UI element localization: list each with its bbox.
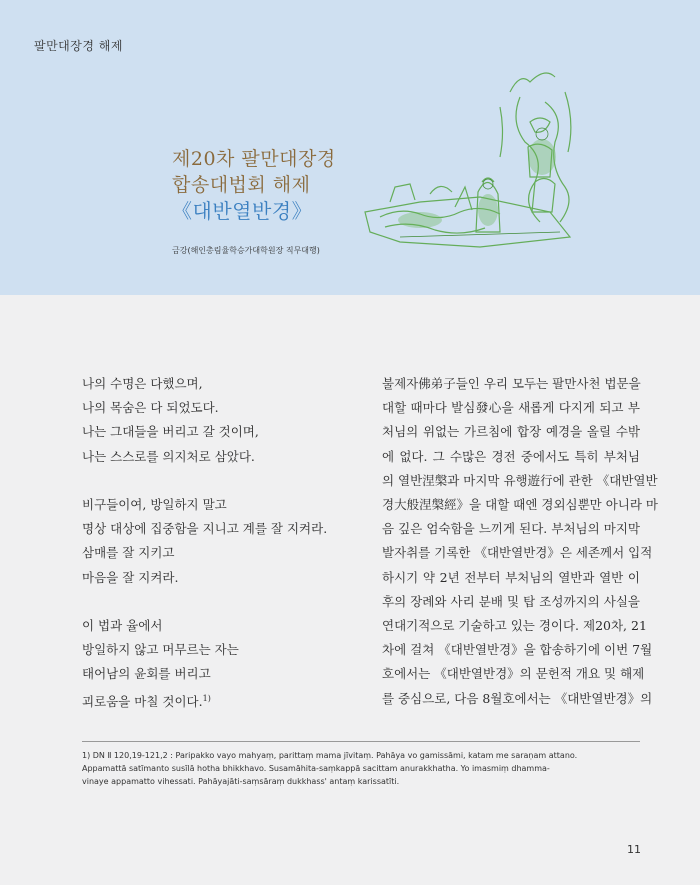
body-line: 음 깊은 엄숙함을 느끼게 된다. 부처님의 마지막 [382,521,640,537]
verse-line: 비구들이여, 방일하지 말고 [82,497,227,512]
verse-line: 나의 목숨은 다 되었도다. [82,400,219,416]
body-line: 에 없다. 그 수많은 경전 중에서도 특히 부처님 [382,448,640,464]
verse-column [82,372,342,738]
footnote [82,749,642,788]
body-line: 호에서는 《대반열반경》의 문헌적 개요 및 해제 [382,666,645,682]
body-line: 처님의 위없는 가르침에 합장 예경을 올릴 수밖 [382,424,640,440]
running-head: 팔만대장경 해제 [34,39,123,53]
verse-line: 명상 대상에 집중함을 지니고 계를 잘 지켜라. [82,521,328,537]
verse-line: 방일하지 않고 머무르는 자는 [82,642,239,658]
verse-line [82,687,342,714]
footnote-line: vinaye appamatto vihessati. Pahāyajāti-saṃsāraṃ dukkhass' antaṃ karissatīti. [82,777,400,786]
verse-line: 나는 스스로를 의지처로 삼았다. [82,448,255,464]
buddha-illustration [360,62,580,252]
verse-stanza-1 [82,372,342,469]
footnote-line: 1) DN Ⅱ 120,19-121,2 : Paripakko vayo mahyaṃ, parittaṃ mama jīvitaṃ. Pahāya vo gamissāmi, katam me saraṇam attano. [82,751,578,760]
footnote-marker[interactable]: 1) [202,693,211,703]
verse-line: 나는 그대들을 버리고 갈 것이며, [82,424,259,440]
body-line: 대할 때마다 발심發心을 새롭게 다지게 되고 부 [382,400,640,416]
verse-line: 이 법과 율에서 [82,618,163,633]
body-column [382,372,658,711]
verse-line: 나의 수명은 다했으며, [82,376,203,391]
body-line: 발자취를 기록한 《대반열반경》은 세존께서 입적 [382,545,653,561]
footnote-line: Appamattā satīmanto susīlā hotha bhikkhavo. Susamāhita-saṃkappā sacittam anurakkhatha. Yo imasmiṃ dhamma- [82,764,550,773]
title-line-2: 합송대법회 해제 [172,174,311,196]
body-line: 후의 장례와 사리 분배 및 탑 조성까지의 사실을 [382,593,640,609]
header-banner [0,0,700,295]
page-number: 11 [627,843,641,856]
body-line: 경大般涅槃經》을 대할 때엔 경외심뿐만 아니라 마 [382,497,658,513]
author-byline: 금강(해인총림율학승가대학원장 직무대행) [172,246,320,255]
verse-line: 삼매를 잘 지키고 [82,545,175,561]
footnote-divider [82,741,640,742]
body-line: 의 열반涅槃과 마지막 유행遊行에 관한 《대반열반 [382,472,658,488]
verse-stanza-3 [82,614,342,714]
body-line: 를 중심으로, 다음 8월호에서는 《대반열반경》의 [382,690,653,706]
body-line: 차에 걸쳐 《대반열반경》을 합송하기에 이번 7월 [382,642,653,658]
body-line: 하시기 약 2년 전부터 부처님의 열반과 열반 이 [382,569,640,585]
verse-line: 태어남의 윤회를 버리고 [82,666,211,682]
title-line-1: 제20차 팔만대장경 [172,148,336,170]
title-line-3: 《대반열반경》 [172,199,313,223]
body-line: 연대기적으로 기술하고 있는 경이다. 제20차, 21 [382,618,647,634]
body-line: 불제자佛弟子들인 우리 모두는 팔만사천 법문을 [382,376,641,391]
verse-stanza-2 [82,493,342,590]
verse-line-text: 괴로움을 마칠 것이다. [82,693,203,709]
article-title [172,146,336,224]
verse-line: 마음을 잘 지켜라. [82,569,179,585]
